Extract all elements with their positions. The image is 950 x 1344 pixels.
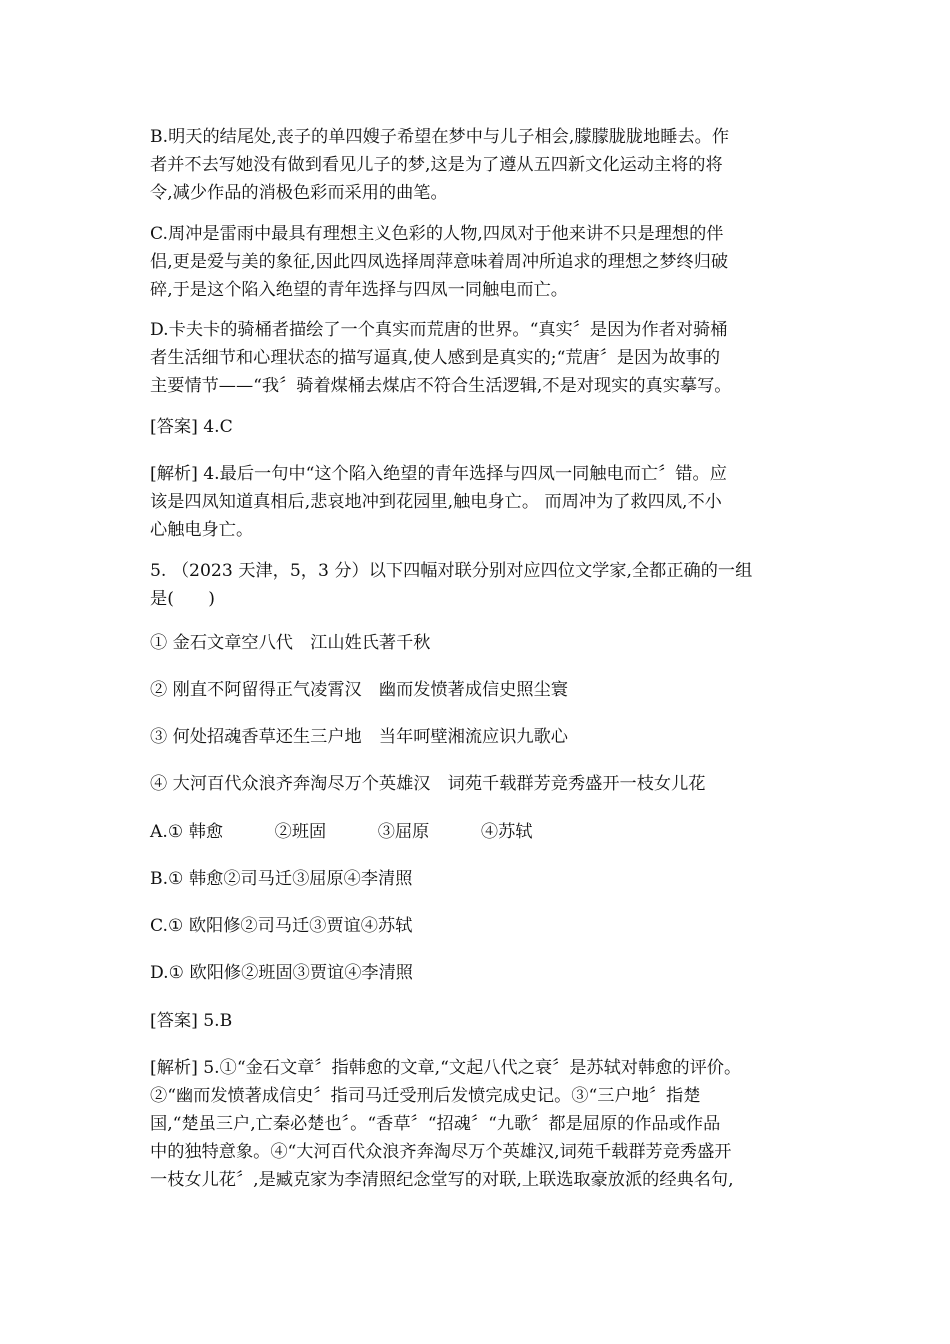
analysis-q4: [解析] 4.最后一句中“这个陷入绝望的青年选择与四凤一同触电而亡〞错。应 该是四凤知道真相后,悲哀地冲到花园里,触电身亡。 而周冲为了救四凤,不小 心触电身亡。 [150,464,727,540]
option-b-q4: B.明天的结尾处,丧子的单四嫂子希望在梦中与儿子相会,朦朦胧胧地睡去。作 者并不去写她没有做到看见儿子的梦,这是为了遵从五四新文化运动主将的将 令,减少作品的消极色彩而采用的曲笔。 [150,127,730,203]
answer-q5: [答案] 5.B [150,1011,233,1031]
option-a-q5: A.① 韩愈 ②班固 ③屈原 ④苏轼 [150,822,533,842]
couplet-1: ① 金石文章空八代 江山姓氏著千秋 [150,633,431,653]
option-c-q4: C.周冲是雷雨中最具有理想主义色彩的人物,四凤对于他来讲不只是理想的伴 侣,更是爱与美的象征,因此四凤选择周萍意味着周冲所追求的理想之梦终归破 碎,于是这个陷入绝望的青年选择与四凤一同触电而亡。 [150,224,729,300]
answer-q4: [答案] 4.C [150,417,233,437]
couplet-2: ② 刚直不阿留得正气凌霄汉 幽而发愤著成信史照尘寰 [150,680,568,700]
couplet-3: ③ 何处招魂香草还生三户地 当年呵壁湘流应识九歌心 [150,727,568,747]
question-5-stem: 5. （2023 天津，5，3 分）以下四幅对联分别对应四位文学家,全都正确的一组 是( ) [150,561,753,609]
option-d-q5: D.① 欧阳修②班固③贾谊④李清照 [150,963,413,983]
option-c-q5: C.① 欧阳修②司马迁③贾谊④苏轼 [150,916,413,936]
analysis-q5: [解析] 5.①“金石文章〞指韩愈的文章,“文起八代之衰〞是苏轼对韩愈的评价。 ②“幽而发愤著成信史〞指司马迁受刑后发愤完成史记。③“三户地〞指楚 国,“楚虽三户,亡秦必楚也〞。“香草〞“招魂〞“九歌〞都是屈原的作品或作品 中的独特意象。④“大河百代众浪齐奔淘尽万个英雄汉,词苑千载群芳竞秀盛开 一枝女儿花〞,是臧克家为李清照纪念堂写的对联,上联选取豪放派的经典名句, [150,1058,742,1190]
couplet-4: ④ 大河百代众浪齐奔淘尽万个英雄汉 词苑千载群芳竞秀盛开一枝女儿花 [150,774,706,794]
option-b-q5: B.① 韩愈②司马迁③屈原④李清照 [150,869,413,889]
option-d-q4: D.卡夫卡的骑桶者描绘了一个真实而荒唐的世界。“真实〞是因为作者对骑桶 者生活细节和心理状态的描写逼真,使人感到是真实的;“荒唐〞是因为故事的 主要情节——“我〞骑着煤桶去煤店不符合生活逻辑,不是对现实的真实摹写。 [150,320,732,396]
